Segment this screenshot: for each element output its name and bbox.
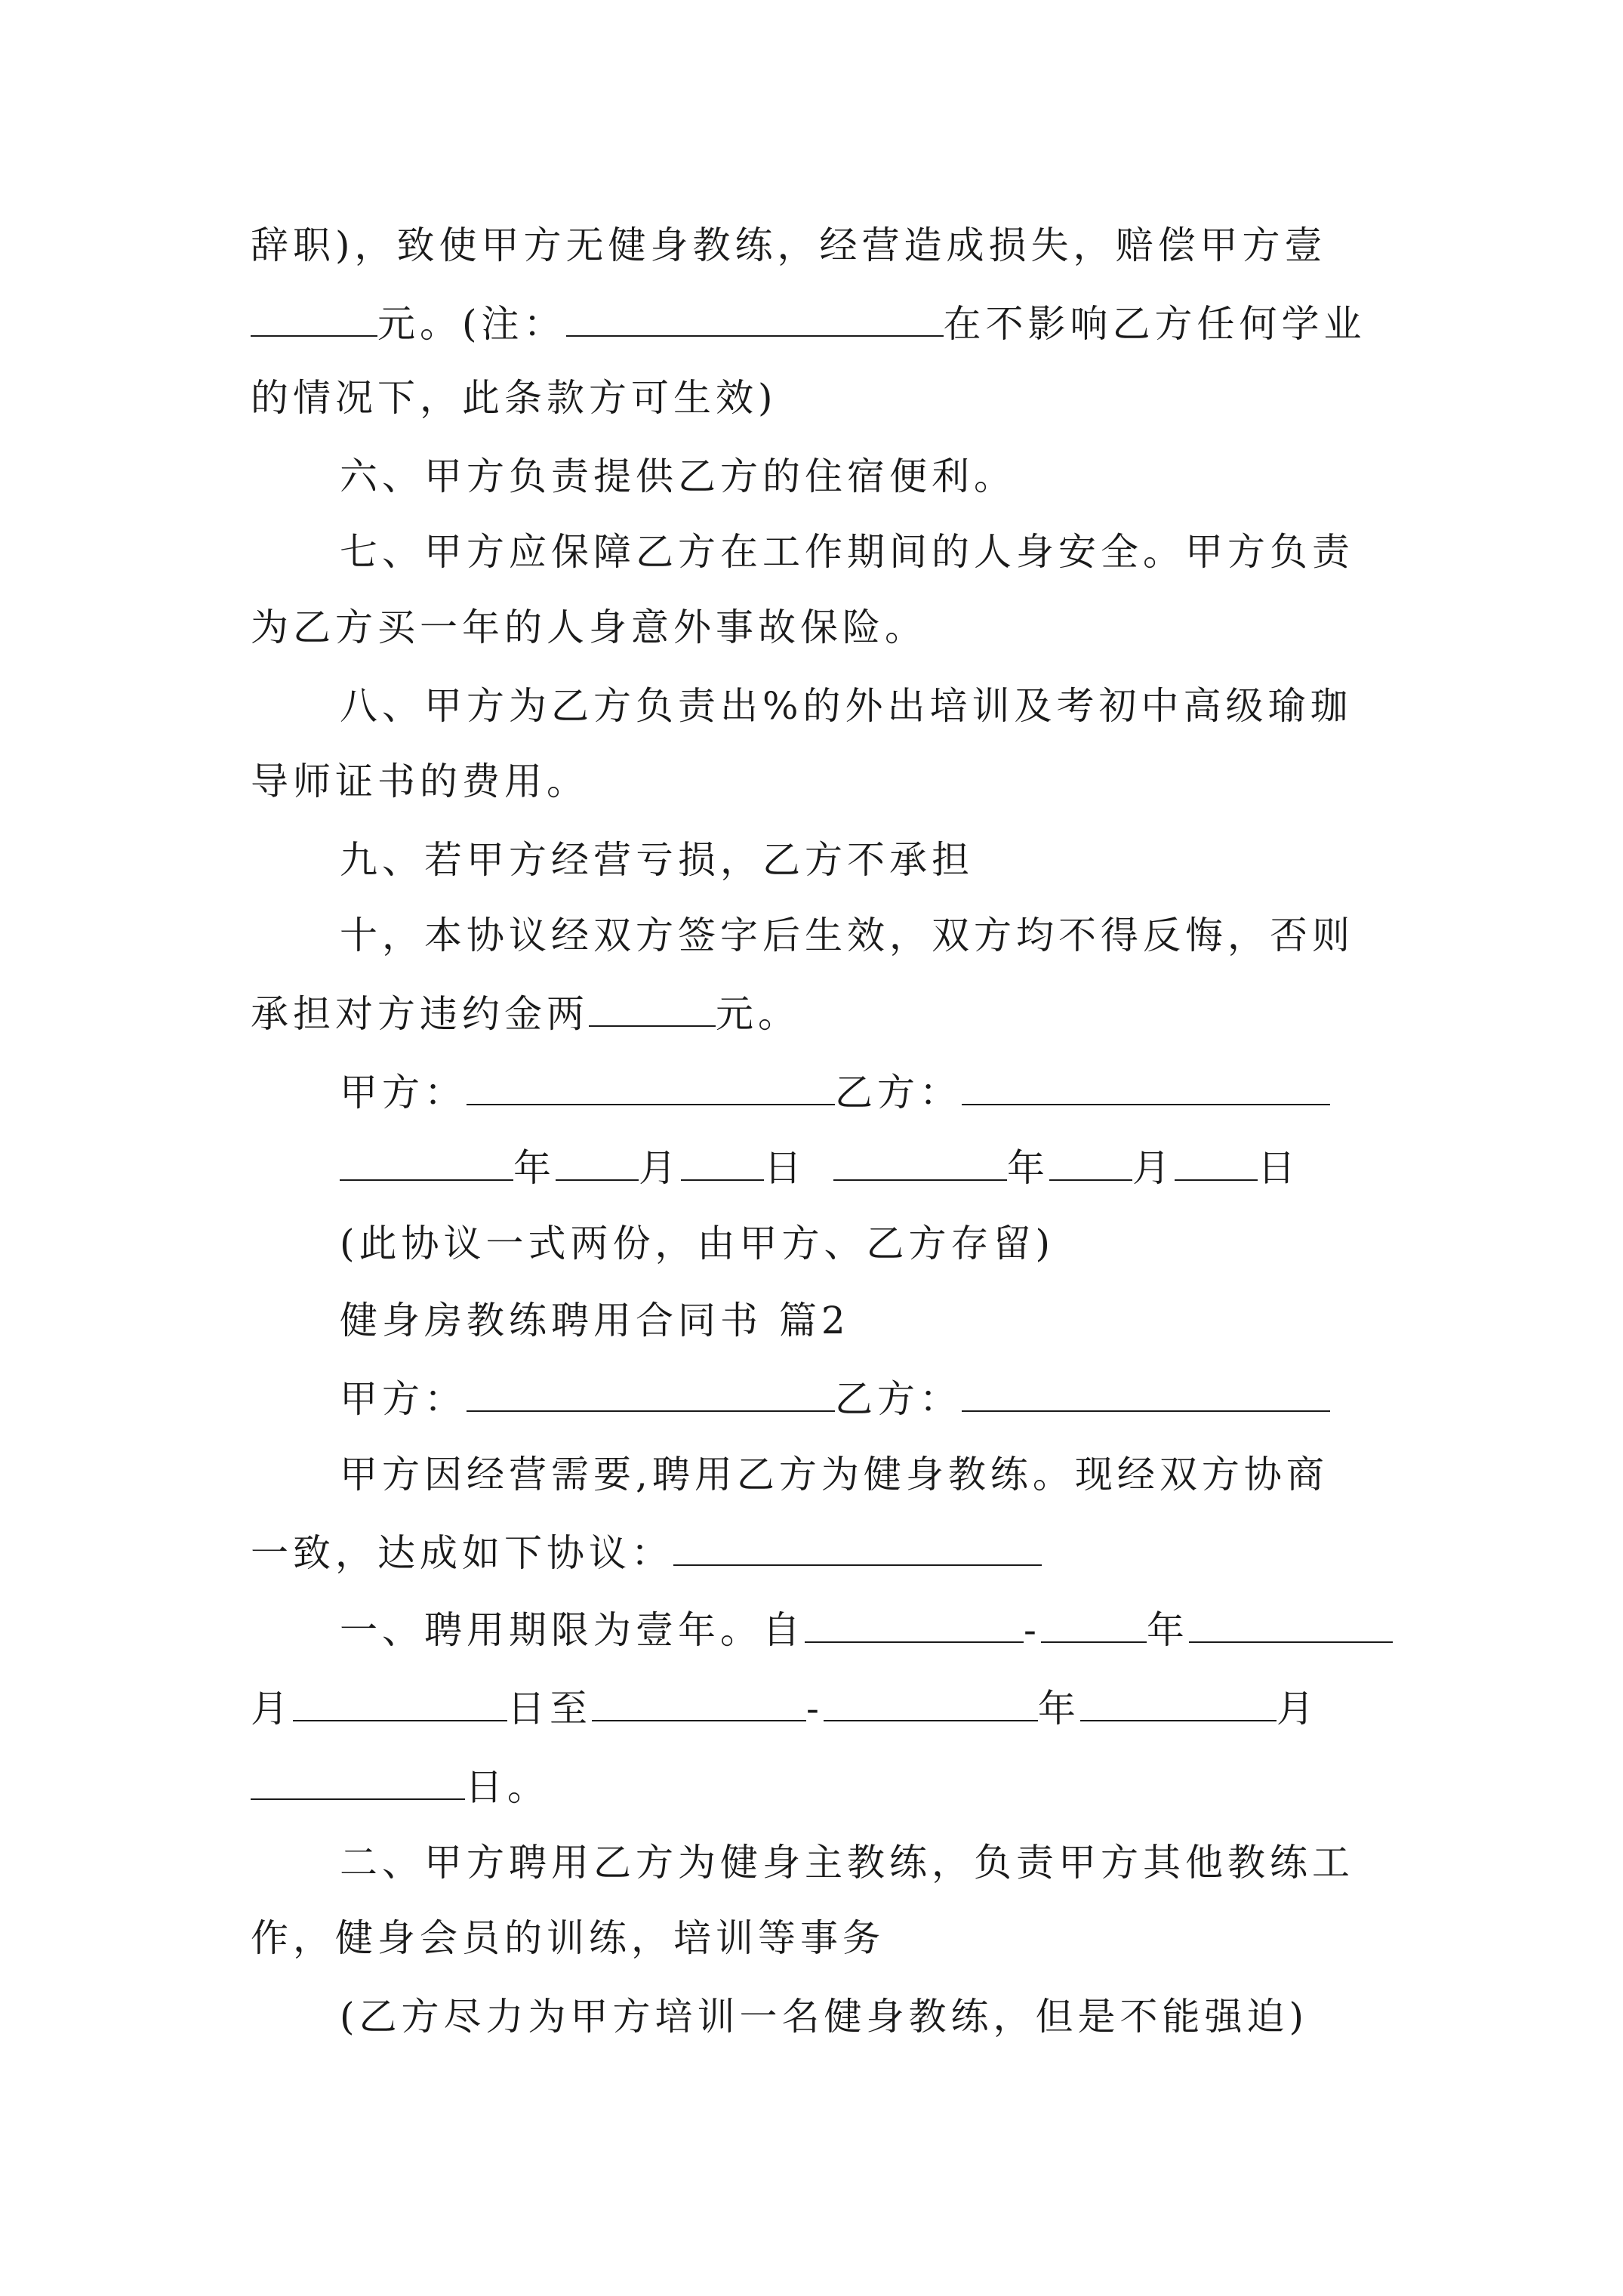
- text-line-3: 的情况下，此条款方可生效): [251, 376, 778, 420]
- copies-note: (此协议一式两份，由甲方、乙方存留): [340, 1222, 1055, 1265]
- clause-10-cont: 承担对方违约金两 元。: [251, 986, 1383, 1039]
- blank-field: [589, 986, 716, 1027]
- section-heading-2: 健身房教练聘用合同书 篇2: [340, 1299, 850, 1342]
- text-line-1: 辞职)，致使甲方无健身教练，经营造成损失，赔偿甲方壹: [251, 223, 1327, 267]
- clause-9: 九、若甲方经营亏损，乙方不承担: [340, 838, 974, 882]
- signature-line-2: 甲方： 乙方：: [340, 1371, 1472, 1424]
- clause-8-cont: 导师证书的费用。: [251, 760, 589, 803]
- party-b-blank: [962, 1371, 1330, 1412]
- signature-line-1: 甲方： 乙方：: [340, 1065, 1472, 1117]
- date-line-1: 年 月 日 年 月 日: [340, 1140, 1472, 1193]
- year-blank: [340, 1140, 513, 1181]
- day-blank: [1175, 1140, 1258, 1181]
- clause-8: 八、甲方为乙方负责出%的外出培训及考初中高级瑜珈: [340, 684, 1353, 728]
- blank-field: [1041, 1602, 1147, 1643]
- year-blank: [833, 1140, 1007, 1181]
- term-clause: 一、聘用期限为壹年。自 - 年: [340, 1602, 1472, 1655]
- clause-6: 六、甲方负责提供乙方的住宿便利。: [340, 455, 1016, 498]
- day-blank: [681, 1140, 764, 1181]
- blank-field: [1080, 1681, 1277, 1721]
- party-a-blank: [467, 1371, 835, 1412]
- blank-field: [251, 1759, 465, 1800]
- clause-7: 七、甲方应保障乙方在工作期间的人身安全。甲方负责: [340, 530, 1354, 574]
- text-line-2: 元。(注： 在不影响乙方任何学业: [251, 296, 1383, 349]
- blank-field: [805, 1602, 1024, 1643]
- blank-field: [673, 1525, 1042, 1566]
- blank-field: [566, 296, 944, 337]
- preamble-cont: 一致，达成如下协议：: [251, 1525, 1383, 1578]
- month-blank: [1049, 1140, 1132, 1181]
- term-clause-cont: 月 日至 - 年 月: [251, 1681, 1383, 1734]
- month-blank: [556, 1140, 639, 1181]
- blank-field: [824, 1681, 1038, 1721]
- party-a-signature-blank: [467, 1065, 835, 1105]
- clause-10: 十，本协议经双方签字后生效，双方均不得反悔，否则: [340, 914, 1354, 957]
- blank-field: [251, 296, 377, 337]
- blank-field: [1189, 1602, 1393, 1643]
- clause-2-cont: 作，健身会员的训练，培训等事务: [251, 1916, 885, 1960]
- clause-7-cont: 为乙方买一年的人身意外事故保险。: [251, 606, 927, 649]
- term-clause-end: 日。: [251, 1759, 1383, 1812]
- clause-2: 二、甲方聘用乙方为健身主教练，负责甲方其他教练工: [340, 1841, 1354, 1885]
- preamble: 甲方因经营需要,聘用乙方为健身教练。现经双方协商: [340, 1453, 1329, 1496]
- blank-field: [592, 1681, 806, 1721]
- blank-field: [293, 1681, 507, 1721]
- clause-2-note: (乙方尽力为甲方培训一名健身教练，但是不能强迫): [340, 1995, 1309, 2039]
- party-b-signature-blank: [962, 1065, 1330, 1105]
